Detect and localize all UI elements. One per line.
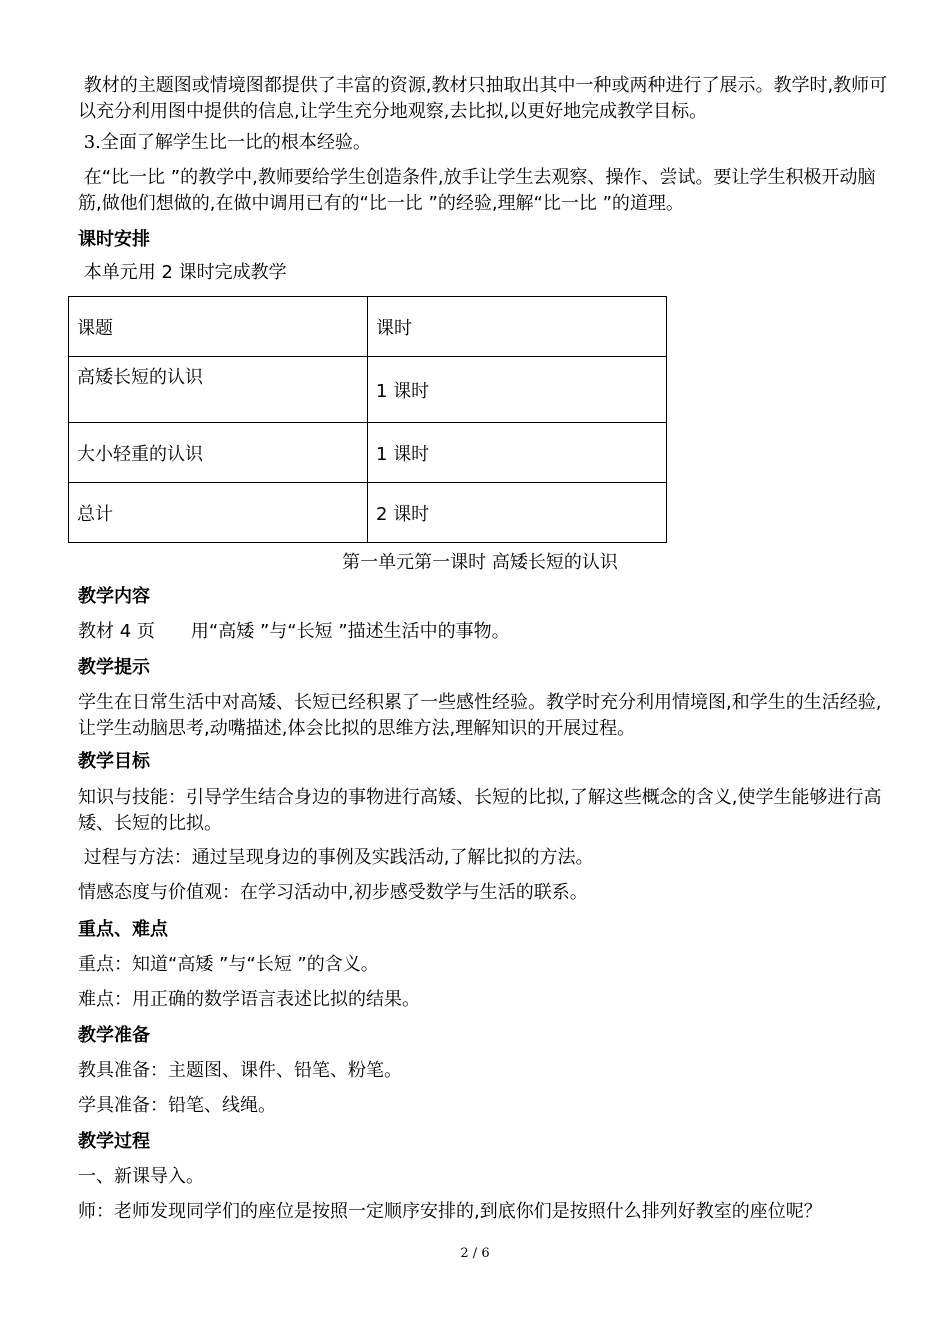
comparison-paragraph bbox=[78, 165, 888, 217]
goal-knowledge: 知识与技能：引导学生结合身边的事物进行高矮、长短的比拟,了解这些概念的含义,使学生能够进行高矮、长短的比拟。 bbox=[78, 787, 882, 834]
key-heading: 重点、难点 bbox=[78, 919, 168, 940]
point-3-text: 全面了解学生比一比的根本经验。 bbox=[100, 132, 371, 153]
key-difficulty: 难点：用正确的数学语言表述比拟的结果。 bbox=[78, 989, 420, 1010]
table-cell-hours: 2 课时 bbox=[368, 483, 667, 543]
table-row bbox=[69, 483, 667, 543]
content-heading: 教学内容 bbox=[78, 586, 150, 607]
table-cell-topic: 总计 bbox=[69, 483, 368, 543]
process-step-1: 一、新课导入。 bbox=[78, 1166, 204, 1187]
goal-process-text: 过程与方法：通过呈现身边的事例及实践活动,了解比拟的方法。 bbox=[83, 847, 594, 868]
point-3-number: 3. bbox=[83, 132, 101, 153]
page-number: 2 / 6 bbox=[460, 1246, 490, 1261]
table-cell-topic: 大小轻重的认识 bbox=[69, 423, 368, 483]
process-heading: 教学过程 bbox=[78, 1131, 150, 1152]
table-row bbox=[69, 357, 667, 423]
lesson-title: 第一单元第一课时 高矮长短的认识 bbox=[342, 552, 618, 573]
table-header-hours: 课时 bbox=[368, 297, 667, 357]
schedule-table bbox=[68, 296, 667, 543]
table-cell-hours: 1 课时 bbox=[368, 357, 667, 423]
key-focus: 重点：知道“高矮 ”与“长短 ”的含义。 bbox=[78, 954, 379, 975]
comparison-text: 在“比一比 ”的教学中,教师要给学生创造条件,放手让学生去观察、操作、尝试。要让学生积极开动脑筋,做他们想做的,在做中调用已有的“比一比 ”的经验,理解“比一比 ”的道理。 bbox=[78, 167, 876, 214]
table-header-topic: 课题 bbox=[69, 297, 368, 357]
point-3 bbox=[78, 130, 888, 156]
process-step-2: 师：老师发现同学们的座位是按照一定顺序安排的,到底你们是按照什么排列好教室的座位呢？ bbox=[78, 1201, 822, 1222]
intro-text: 教材的主题图或情境图都提供了丰富的资源,教材只抽取出其中一种或两种进行了展示。教学时,教师可以充分利用图中提供的信息,让学生充分地观察,去比拟,以更好地完成教学目标。 bbox=[78, 75, 888, 122]
schedule-heading-text: 课时安排 bbox=[78, 229, 150, 250]
tips-text: 学生在日常生活中对高矮、长短已经积累了一些感性经验。教学时充分利用情境图,和学生的生活经验,让学生动脑思考,动嘴描述,体会比拟的思维方法,理解知识的开展过程。 bbox=[78, 692, 882, 739]
schedule-summary-text: 本单元用 2 课时完成教学 bbox=[83, 262, 287, 283]
content-text: 教材 4 页 用“高矮 ”与“长短 ”描述生活中的事物。 bbox=[78, 621, 510, 642]
schedule-heading bbox=[78, 227, 888, 253]
intro-paragraph bbox=[78, 73, 888, 125]
tips-heading: 教学提示 bbox=[78, 657, 150, 678]
prep-student: 学具准备：铅笔、线绳。 bbox=[78, 1095, 276, 1116]
table-cell-hours: 1 课时 bbox=[368, 423, 667, 483]
prep-heading: 教学准备 bbox=[78, 1025, 150, 1046]
prep-teacher: 教具准备：主题图、课件、铅笔、粉笔。 bbox=[78, 1060, 402, 1081]
table-row bbox=[69, 423, 667, 483]
table-cell-topic: 高矮长短的认识 bbox=[69, 357, 368, 423]
table-header-row bbox=[69, 297, 667, 357]
goal-process bbox=[78, 845, 888, 871]
schedule-summary bbox=[78, 260, 888, 286]
goal-attitude: 情感态度与价值观：在学习活动中,初步感受数学与生活的联系。 bbox=[78, 882, 588, 903]
goals-heading: 教学目标 bbox=[78, 751, 150, 772]
